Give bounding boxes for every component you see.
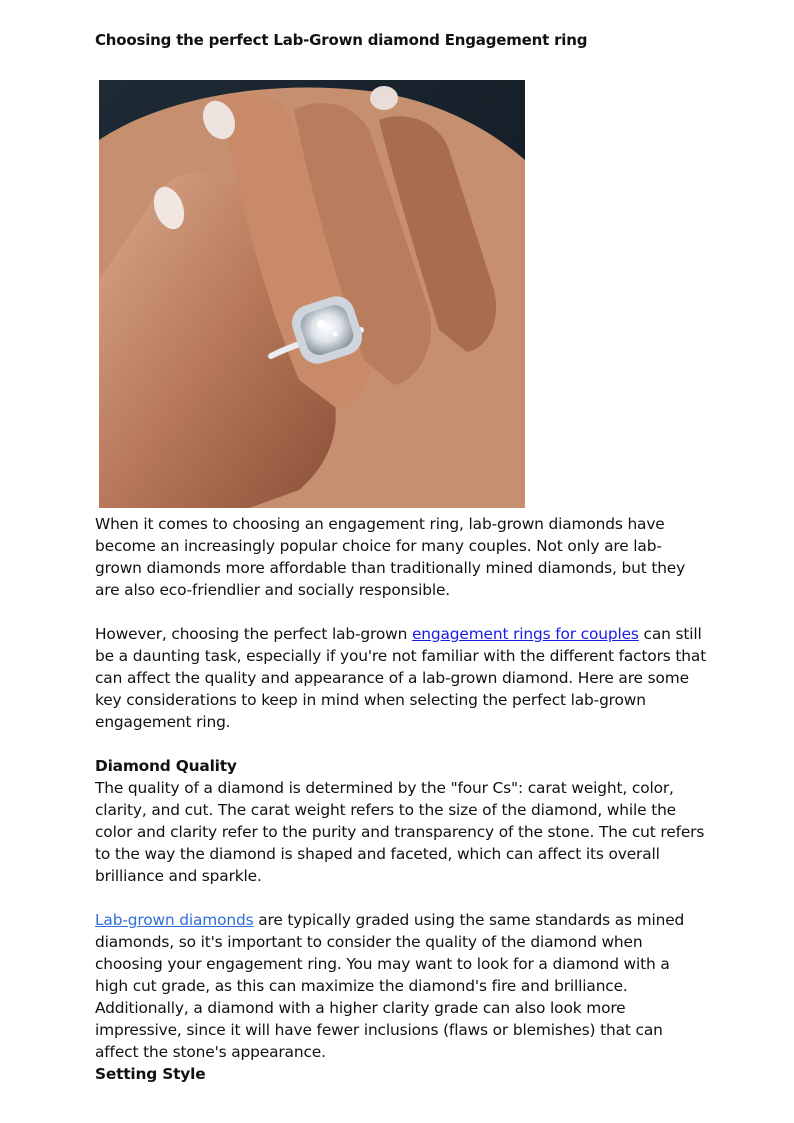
four-cs-paragraph: The quality of a diamond is determined by the "four Cs": carat weight, color, clarity, and cut. The carat weight refers to the size of the diamond, while the color and clarity refer to the purity and transparency of the stone. The cut refers to the way the diamond is shaped and faceted, which can affect its overall brilliance and sparkle.	[95, 779, 705, 885]
diamond-quality-heading: Diamond Quality	[95, 757, 237, 775]
lab-grown-diamonds-link[interactable]: Lab-grown diamonds	[95, 911, 254, 929]
setting-style-heading: Setting Style	[95, 1065, 206, 1083]
hand-with-halo-diamond-ring-photo-icon	[99, 80, 525, 508]
considerations-text-after: can still be a daunting task, especially if you're not familiar with the different factors that can affect the quality and appearance of a lab-grown diamond. Here are some key considerations to keep in mind when selecting the perfect lab-grown engagement ring.	[95, 625, 707, 731]
intro-paragraph: When it comes to choosing an engagement ring, lab-grown diamonds have become an increasingly popular choice for many couples. Not only are lab-grown diamonds more affordable than traditionally mined diamonds, but they are also eco-friendlier and socially responsible.	[95, 515, 686, 599]
lab-grown-grading-paragraph	[95, 909, 707, 1063]
considerations-text-before: However, choosing the perfect lab-grown	[95, 625, 412, 643]
engagement-rings-link[interactable]: engagement rings for couples	[411, 625, 639, 643]
considerations-paragraph	[95, 623, 707, 733]
page-title: Choosing the perfect Lab-Grown diamond Engagement ring	[95, 31, 588, 49]
ring-photo	[99, 80, 525, 508]
lab-grown-grading-text: are typically graded using the same standards as mined diamonds, so it's important to consider the quality of the diamond when choosing your engagement ring. You may want to look for a diamond with a high cut grade, as this can maximize the diamond's fire and brilliance. Additionally, a diamond with a higher clarity grade can also look more impressive, since it will have fewer inclusions (flaws or blemishes) that can affect the stone's appearance.	[95, 911, 685, 1061]
